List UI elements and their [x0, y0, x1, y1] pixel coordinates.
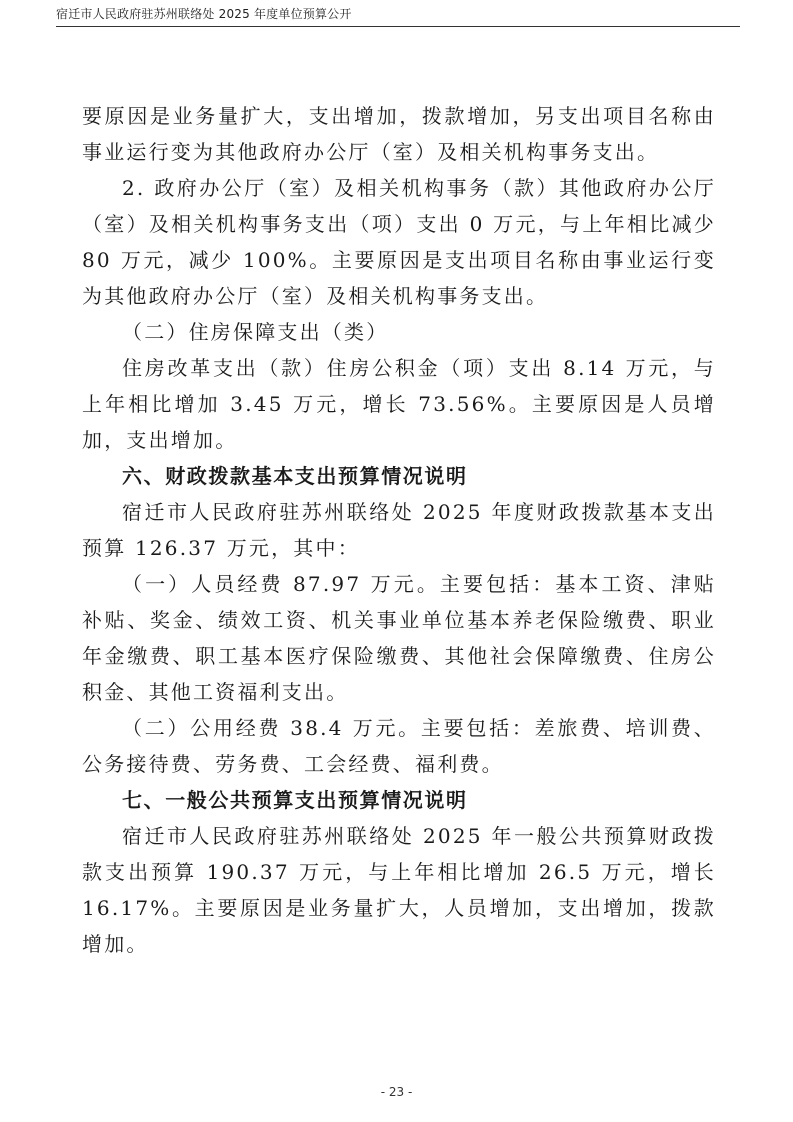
section-heading-7: 七、一般公共预算支出预算情况说明	[122, 788, 468, 812]
subheading-housing: （二）住房保障支出（类）	[122, 320, 389, 344]
page-number: - 23 -	[380, 1085, 413, 1099]
paragraph-item-2: 2. 政府办公厅（室）及相关机构事务（款）其他政府办公厅（室）及相关机构事务支出（项）支出 0 万元，与上年相比减少 80 万元，减少 100%。主要原因是支出项目名称由事业运行变为其他政府办公厅（室）及相关机构事务支出。	[82, 176, 716, 308]
paragraph-continuation: 要原因是业务量扩大，支出增加，拨款增加，另支出项目名称由事业运行变为其他政府办公厅（室）及相关机构事务支出。	[82, 104, 716, 164]
section-heading-6: 六、财政拨款基本支出预算情况说明	[122, 464, 468, 488]
paragraph-basic-expenditure: 宿迁市人民政府驻苏州联络处 2025 年度财政拨款基本支出预算 126.37 万元，其中：	[82, 500, 716, 560]
paragraph-public-funds: （二）公用经费 38.4 万元。主要包括：差旅费、培训费、公务接待费、劳务费、工会经费、福利费。	[82, 716, 716, 776]
running-header: 宿迁市人民政府驻苏州联络处 2025 年度单位预算公开	[56, 7, 352, 21]
document-body	[82, 98, 716, 962]
paragraph-personnel: （一）人员经费 87.97 万元。主要包括：基本工资、津贴补贴、奖金、绩效工资、机关事业单位基本养老保险缴费、职业年金缴费、职工基本医疗保险缴费、其他社会保障缴费、住房公积金、其他工资福利支出。	[82, 572, 716, 704]
paragraph-housing: 住房改革支出（款）住房公积金（项）支出 8.14 万元，与上年相比增加 3.45 万元，增长 73.56%。主要原因是人员增加，支出增加。	[82, 356, 716, 452]
paragraph-general-budget: 宿迁市人民政府驻苏州联络处 2025 年一般公共预算财政拨款支出预算 190.37 万元，与上年相比增加 26.5 万元，增长 16.17%。主要原因是业务量扩大，人员增加，支出增加，拨款增加。	[82, 824, 716, 956]
header-rule	[56, 26, 740, 27]
